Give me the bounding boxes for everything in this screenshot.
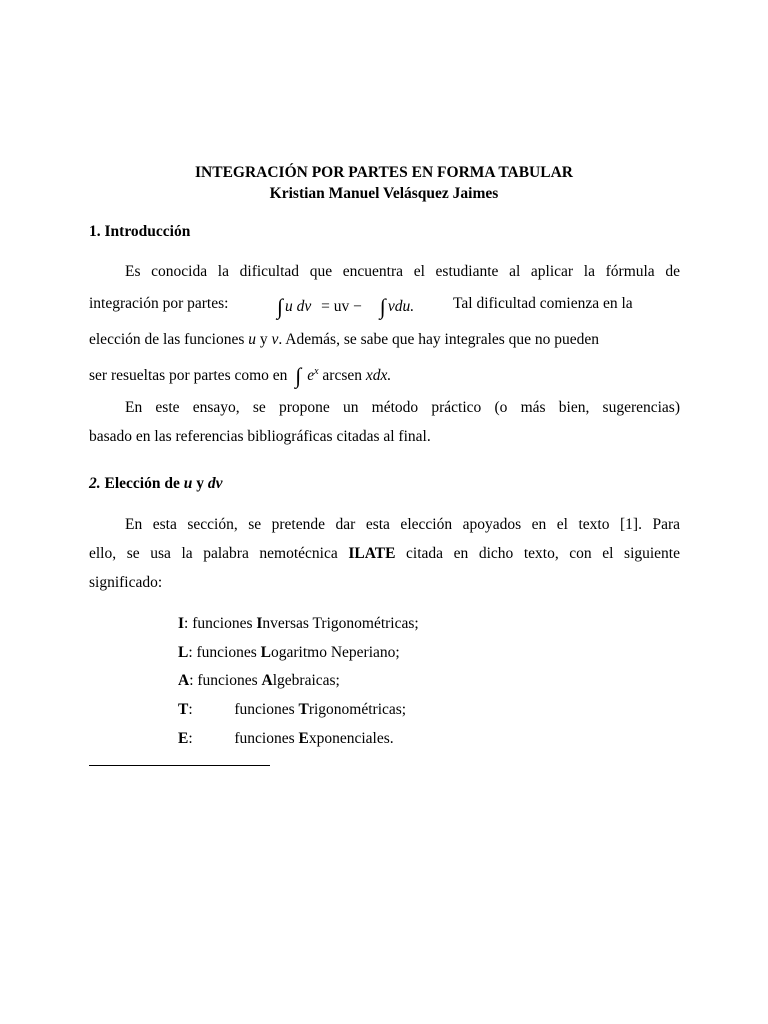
intro-text: Tal dificultad comienza en la [453,295,633,312]
section-2-paragraph-line: ello, se usa la palabra nemotécnica ILATE citada en dicho texto, con el siguiente [89,545,680,562]
intro-example-line: ser resueltas por partes como en ∫ $e^x$ arcsen xdx. [89,363,392,388]
intro-paragraph-line: Es conocida la dificultad que encuentra el estudiante al aplicar la fórmula de [125,263,680,280]
formula-rhs: vdu. [387,298,415,315]
section-2-paragraph-line: significado: [89,574,163,591]
intro-text: integración por partes: [89,295,229,312]
section-2-paragraph-line: En esta sección, se pretende dar esta elección apoyados en el texto [1]. Para [125,516,680,533]
formula-lhs: u dv [285,298,312,315]
ilate-item-e: E: funciones Exponenciales. [178,730,394,747]
integral-sign-icon: ∫ [295,363,302,388]
ilate-item-a: A: funciones Algebraicas; [178,672,340,689]
intro-paragraph-line: basado en las referencias bibliográficas citadas al final. [89,428,431,445]
example-function: arcsen [322,367,363,384]
ilate-item-i: I: funciones Inversas Trigonométricas; [178,615,419,632]
example-exponent: x [314,366,319,377]
document-title: INTEGRACIÓN POR PARTES EN FORMA TABULAR [195,164,573,181]
intro-paragraph-line: En este ensayo, se propone un método práctico (o más bien, sugerencias) [125,399,680,416]
intro-formula-line [89,294,228,314]
example-base: e [307,367,315,384]
section-1-heading: 1. Introducción [89,223,191,240]
section-2-heading: 2. Elección de u y dv [89,475,223,492]
ilate-item-t: T: funciones Trigonométricas; [178,701,407,718]
integral-sign-icon: ∫ [379,294,386,319]
intro-paragraph-line: elección de las funciones u y v. Además, se sabe que hay integrales que no pueden [89,331,600,348]
document-author: Kristian Manuel Velásquez Jaimes [269,185,499,202]
example-tail: xdx. [365,367,392,384]
parts-formula [277,294,414,317]
integral-sign-icon: ∫ [277,294,284,319]
formula-eq: = uv − [321,298,362,315]
ilate-item-l: L: funciones Logaritmo Neperiano; [178,644,400,661]
footnote-divider [89,765,270,766]
